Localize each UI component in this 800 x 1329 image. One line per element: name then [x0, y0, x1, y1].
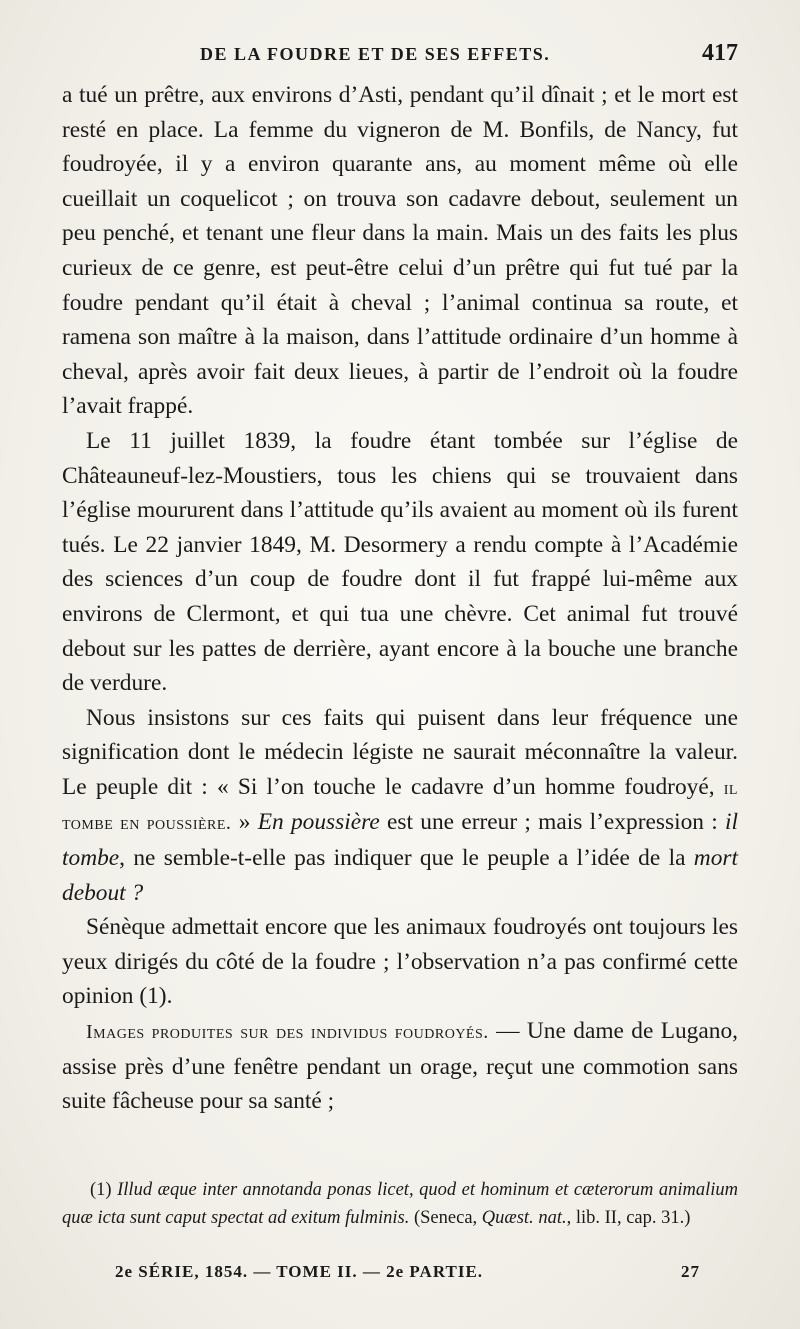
footnote-latin: Illud æque inter annotanda ponas licet, quod et hominum et cæterorum animalium quæ icta sunt caput spectat ad exitum fulminis.: [62, 1180, 738, 1228]
paragraph-1: a tué un prêtre, aux environs d’Asti, pendant qu’il dînait ; et le mort est resté en place. La femme du vigneron de M. Bonfils, de Nancy, fut foudroyée, il y a environ quarante ans, au moment même où elle cueillait un coquelicot ; on trouva son cadavre debout, seulement un peu penché, et tenant une fleur dans la main. Mais un des faits les plus curieux de ce genre, est peut-être celui d’un prêtre qui fut tué par la foudre pendant qu’il était à cheval ; l’animal continua sa route, et ramena son maître à la maison, dans l’attitude ordinaire d’un homme à cheval, après avoir fait deux lieues, à partir de l’endroit où la foudre l’avait frappé.: [62, 82, 738, 420]
paragraph-4: Sénèque admettait encore que les animaux foudroyés ont toujours les yeux dirigés du côté de la foudre ; l’observation n’a pas confirmé cette opinion (1).: [62, 914, 738, 1010]
footnote-source-a: (Seneca,: [413, 1208, 478, 1228]
body-text: [62, 78, 738, 1119]
page-header: [60, 40, 738, 74]
paragraph-5: [62, 1014, 738, 1119]
footnote: [62, 1176, 738, 1232]
paragraph-3-text-d: , ne semble-t-elle pas indiquer que le peuple a l’idée de la: [119, 845, 686, 872]
paragraph-3-smallcaps: il tombe en poussière.: [62, 776, 738, 835]
page-number: 417: [702, 40, 738, 66]
paragraph-5-text: — Une dame de Lugano, assise près d’une fenêtre pendant un orage, reçut une commotion sans suite fâcheuse pour sa santé ;: [62, 1018, 738, 1115]
footnote-marker: (1): [90, 1180, 112, 1200]
paragraph-2: Le 11 juillet 1839, la foudre étant tombée sur l’église de Châteauneuf-lez-Moustiers, tous les chiens qui se trouvaient dans l’église moururent dans l’attitude qu’ils avaient au moment où ils furent tués. Le 22 janvier 1849, M. Desormery a rendu compte à l’Académie des sciences d’un coup de foudre dont il fut frappé lui-même aux environs de Clermont, et qui tua une chèvre. Cet animal fut trouvé debout sur les pattes de derrière, ayant encore à la bouche une branche de verdure.: [62, 427, 738, 697]
running-title: DE LA FOUDRE ET DE SES EFFETS.: [200, 44, 551, 64]
paragraph-3: [62, 701, 738, 911]
signature-number: 27: [681, 1262, 700, 1281]
paragraph-3-italic-1: En poussière: [257, 809, 380, 836]
paragraph-3-italic-2: il tombe: [62, 809, 739, 872]
signature-series: 2e SÉRIE, 1854. — TOME II. — 2e PARTIE.: [115, 1262, 484, 1281]
paragraph-3-text-c: est une erreur ; mais l’expression :: [387, 809, 718, 836]
footnote-source-b: , lib. II, cap. 31.): [566, 1208, 691, 1228]
paragraph-3-text-a: Nous insistons sur ces faits qui puisent dans leur fréquence une signification dont le médecin légiste ne saurait méconnaître la valeur. Le peuple dit : « Si l’on touche le cadavre d’un homme foudroyé,: [62, 704, 738, 800]
section-heading: Images produites sur des individus foudroyés.: [86, 1021, 489, 1044]
printer-signature: [115, 1262, 700, 1292]
paragraph-3-text-b: »: [238, 809, 251, 836]
footnote-source-italic: Quæst. nat.: [481, 1208, 567, 1228]
paragraph-3-italic-3: mort debout ?: [62, 845, 738, 906]
footnote-text: [62, 1176, 738, 1232]
